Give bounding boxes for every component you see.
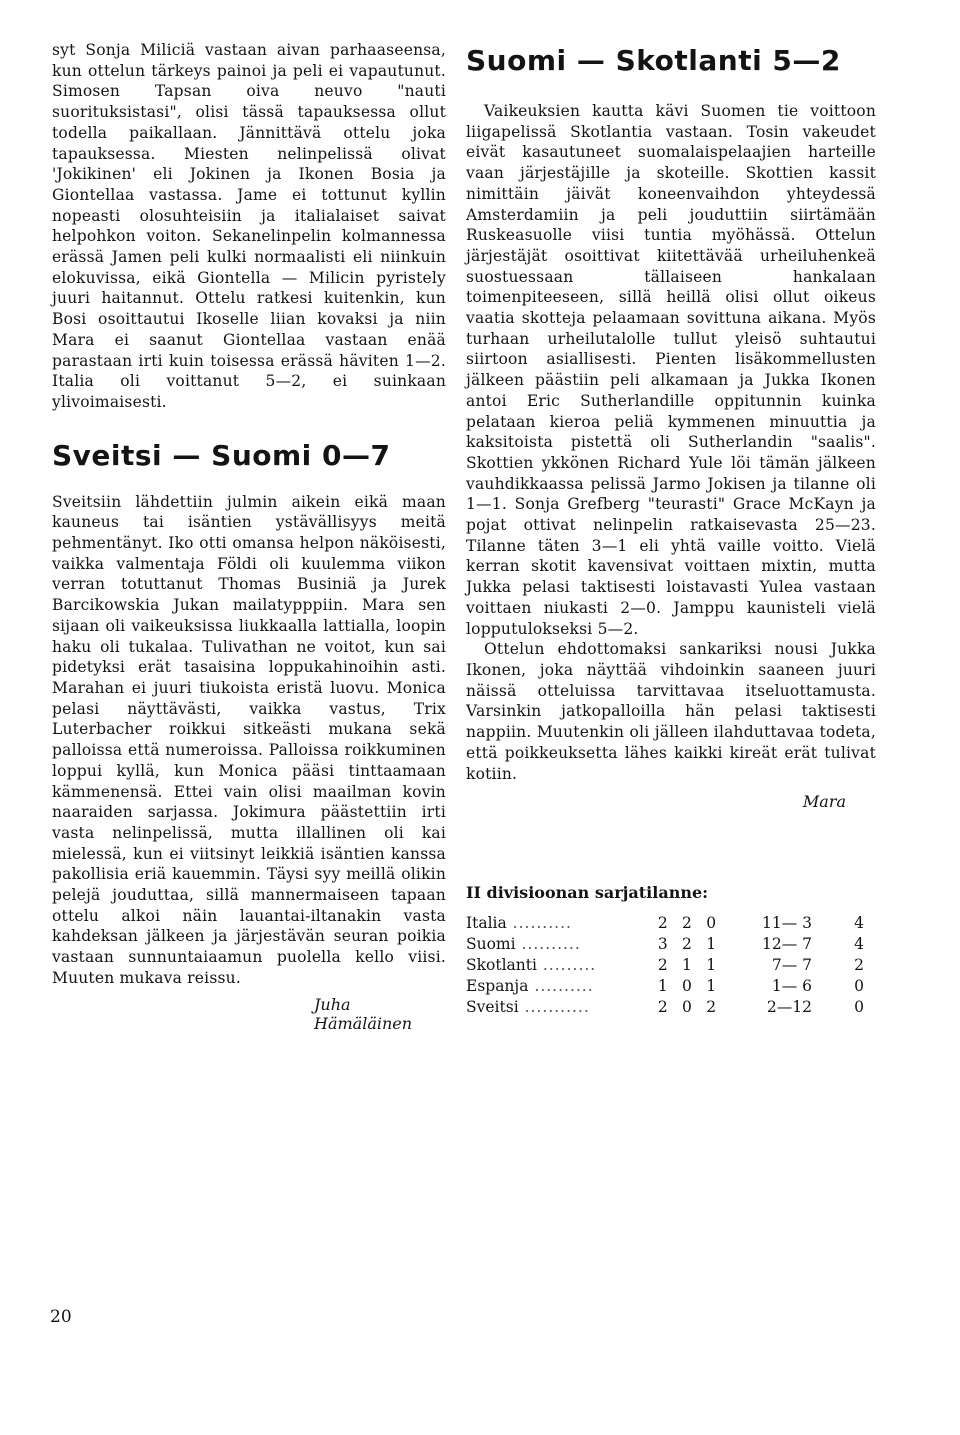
lost-cell: 1: [706, 934, 717, 953]
played-cell: 1: [657, 976, 668, 995]
games-cell: 11— 3: [762, 913, 813, 932]
points-cell: 4: [854, 934, 864, 953]
played-cell: 2: [657, 997, 668, 1016]
standings-table: [466, 912, 864, 1017]
won-cell: 2: [682, 913, 692, 932]
played-cell: 2: [657, 955, 668, 974]
team-name: Sveitsi: [466, 997, 519, 1016]
team-name: Skotlanti: [466, 955, 537, 974]
leader-dots: ..........: [506, 913, 572, 932]
leader-dots: .........: [536, 955, 597, 974]
team-name: Suomi: [466, 934, 516, 953]
won-cell: 0: [682, 997, 692, 1016]
table-row: [466, 912, 864, 933]
left-column: [52, 40, 446, 1033]
played-cell: 2: [657, 913, 668, 932]
won-cell: 0: [682, 976, 692, 995]
lost-cell: 1: [706, 976, 717, 995]
standings-title: II divisioonan sarjatilanne:: [466, 883, 709, 903]
signature-juha: Juha Hämäläinen: [314, 994, 413, 1033]
games-cell: 12— 7: [762, 934, 813, 953]
article-paragraph: Sveitsiin lähdettiin julmin aikein eikä maan kauneus tai isäntien ystävällisyys meitä pehmentänyt. Iko otti omansa helpon näköisesti, vaikka valmentaja Földi oli kuulemma viikon verran totuttanut Thomas Businiä ja Jurek Barcikowskia Jukan mailatypppiin. Mara sen sijaan oli vaikeuksissa liukkaalla lattialla, loopin haku oli tukalaa. Tulivathan ne voitot, kun sai pidetyksi erät tasaisina loppukahinoihin asti. Marahan ei juuri tiukoista eristä luovu. Monica pelasi näyttävästi, vaikka vastus, Trix Luterbacher roikkui sitkeästi mukana sekä palloissa että numeroissa. Palloissa roikkuminen loppui kyllä, kun Monica pääsi tinttaamaan kämmenensä. Ettei vain olisi maailman kovin naaraiden sarjassa. Jokimura päästettiin irti vasta nelinpelissä, mutta illallinen oli kai mielessä, kun ei viitsinyt leikkiä isäntien kanssa pakollisia eriä kauemmin. Täysi syy meillä olikin pelejä jouduttaa, sillä mannermaiseen tapaan ottelu alkoi näin lauantai-iltanakin vasta kahdeksan jälkeen ja järjestävän seuran poikia vastaan sunnuntaiaamun puolella kello viisi. Muuten mukava reissu.: [52, 492, 446, 987]
signature-mara: Mara: [802, 792, 846, 812]
article-paragraph-1: Vaikeuksien kautta kävi Suomen tie voittoon liigapelissä Skotlantia vastaan. Tosin vakeudet eivät kasautuneet suomalaispelaajien harteille vaan järjestäjille ja skoteille. Skottien kassit nimittäin jäivät koneenvaihdon yhteydessä Amsterdamiin ja peli jouduttiin siirtämään Ruskeasuolle viisi tuntia myöhässä. Ottelun järjestäjät osoittivat kiitettävää urheiluhenkeä suostuessaan tällaiseen hankalaan toimenpiteeseen, sillä heillä olisi ollut oikeus vaatia skotteja pelaamaan sovittuna aikana. Myös turhaan urheilutalolle tullut yleisö suhtautui siirtoon asiallisesti. Pienten lisäkommellusten jälkeen päästiin peli alkamaan ja Jukka Ikonen antoi Eric Sutherlandille oppitunnin kuinka pelataan kieroa peliä kymmenen minuuttia ja kaksitoista pistettä oli Sutherlandin "saalis". Skottien ykkönen Richard Yule löi tämän jälkeen vauhdikkaassa pelissä Jarmo Jokisen ja tilanne oli 1—1. Sonja Grefberg "teurasti" Grace McKayn ja pojat ottivat nelinpelin ratkaisevasta 25—23. Tilanne täten 3—1 eli yhtä vaille voitto. Vielä kerran skotit kavensivat voittaen mixtin, mutta Jukka pelasi taktisesti loistavasti Yulea vastaan voittaen niukasti 2—0. Jamppu kaunisteli vielä lopputulokseksi 5—2.: [466, 102, 876, 638]
heading-suomi-skotlanti: Suomi — Skotlanti 5—2: [466, 44, 841, 77]
won-cell: 1: [682, 955, 692, 974]
right-column: [466, 40, 876, 1017]
lost-cell: 1: [706, 955, 717, 974]
table-row: [466, 975, 864, 996]
team-name: Italia: [466, 913, 507, 932]
table-row: [466, 954, 864, 975]
leader-dots: ..........: [515, 934, 581, 953]
page-number: 20: [50, 1307, 72, 1327]
leader-dots: ...........: [518, 997, 590, 1016]
intro-paragraph: syt Sonja Miliciä vastaan aivan parhaaseensa, kun ottelun tärkeys painoi ja peli ei vapautunut. Simosen Tapsan oiva neuvo "nauti suorituksistasi", olisi tässä tapauksessa ollut todella paikallaan. Jännittävä ottelu joka tapauksessa. Miesten nelinpelissä olivat 'Jokikinen' eli Jokinen ja Ikonen Bosia ja Giontellaa vastassa. Jame ei tottunut kyllin nopeasti olosuhteisiin ja italialaiset saivat helpohkon voiton. Sekanelinpelin kolmannessa erässä Jamen peli kulki normaalisti eli niinkuin elokuvissa, eikä Giontella — Milicin pyristely juuri haitannut. Ottelu ratkesi kuitenkin, kun Bosi osoittautui Ikoselle liian kovaksi ja niin Mara ei saanut Giontellaa vastaan enää parastaan irti kuin toisessa erässä häviten 1—2. Italia oli voittanut 5—2, ei suinkaan ylivoimaisesti.: [52, 41, 446, 411]
points-cell: 0: [854, 976, 864, 995]
games-cell: 2—12: [766, 997, 813, 1016]
games-cell: 7— 7: [771, 955, 813, 974]
team-name: Espanja: [466, 976, 529, 995]
heading-sveitsi-suomi: Sveitsi — Suomi 0—7: [52, 438, 391, 472]
lost-cell: 2: [706, 997, 717, 1016]
leader-dots: ..........: [528, 976, 594, 995]
article-paragraph-2: Ottelun ehdottomaksi sankariksi nousi Jukka Ikonen, joka näyttää vihdoinkin saaneen juuri näissä otteluissa tarvittavaa itseluottamusta. Varsinkin jatkopalloilla hän pelasi taktisesti nappiin. Muutenkin oli jälleen ilahduttavaa todeta, että poikkeuksetta lähes kaikki kireät erät tulivat kotiin.: [466, 640, 876, 783]
points-cell: 2: [854, 955, 864, 974]
table-row: [466, 933, 864, 954]
played-cell: 3: [657, 934, 668, 953]
lost-cell: 0: [706, 913, 717, 932]
points-cell: 0: [854, 997, 864, 1016]
games-cell: 1— 6: [771, 976, 813, 995]
won-cell: 2: [682, 934, 692, 953]
table-row: [466, 996, 864, 1017]
points-cell: 4: [854, 913, 864, 932]
